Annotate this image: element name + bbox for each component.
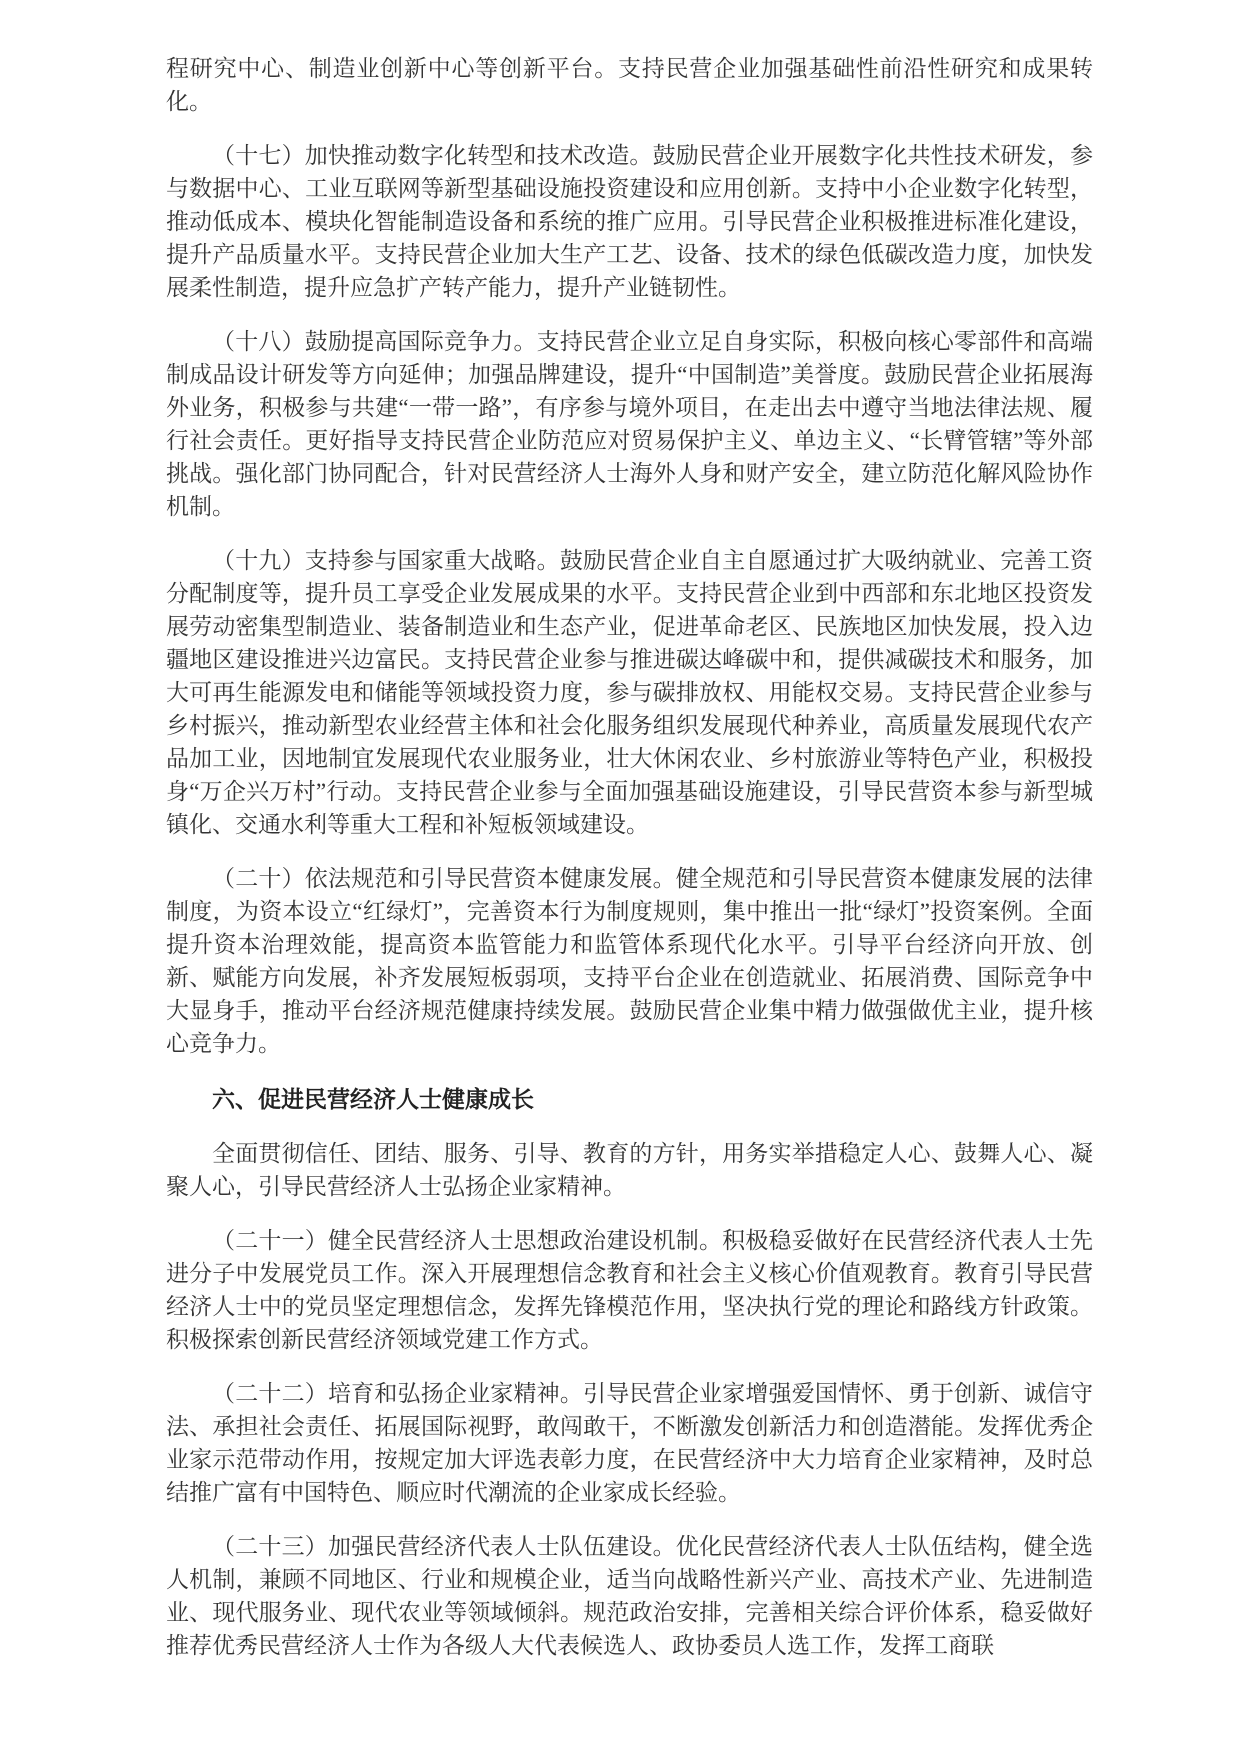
paragraph-item-21: （二十一）健全民营经济人士思想政治建设机制。积极稳妥做好在民营经济代表人士先进分子中发展党员工作。深入开展理想信念教育和社会主义核心价值观教育。教育引导民营经济人士中的党员坚定理想信念，发挥先锋模范作用，坚决执行党的理论和路线方针政策。积极探索创新民营经济领域党建工作方式。 <box>166 1228 1093 1352</box>
paragraph-item-17: （十七）加快推动数字化转型和技术改造。鼓励民营企业开展数字化共性技术研发，参与数据中心、工业互联网等新型基础设施投资建设和应用创新。支持中小企业数字化转型，推动低成本、模块化智能制造设备和系统的推广应用。引导民营企业积极推进标准化建设，提升产品质量水平。支持民营企业加大生产工艺、设备、技术的绿色低碳改造力度，加快发展柔性制造，提升应急扩产转产能力，提升产业链韧性。 <box>166 143 1093 300</box>
paragraph-item-19: （十九）支持参与国家重大战略。鼓励民营企业自主自愿通过扩大吸纳就业、完善工资分配制度等，提升员工享受企业发展成果的水平。支持民营企业到中西部和东北地区投资发展劳动密集型制造业、装备制造业和生态产业，促进革命老区、民族地区加快发展，投入边疆地区建设推进兴边富民。支持民营企业参与推进碳达峰碳中和，提供减碳技术和服务，加大可再生能源发电和储能等领域投资力度，参与碳排放权、用能权交易。支持民营企业参与乡村振兴，推动新型农业经营主体和社会化服务组织发展现代种养业，高质量发展现代农产品加工业，因地制宜发展现代农业服务业，壮大休闲农业、乡村旅游业等特色产业，积极投身“万企兴万村”行动。支持民营企业参与全面加强基础设施建设，引导民营资本参与新型城镇化、交通水利等重大工程和补短板领域建设。 <box>166 548 1093 837</box>
paragraph-continuation: 程研究中心、制造业创新中心等创新平台。支持民营企业加强基础性前沿性研究和成果转化。 <box>166 56 1093 114</box>
paragraph-section-6-intro: 全面贯彻信任、团结、服务、引导、教育的方针，用务实举措稳定人心、鼓舞人心、凝聚人心，引导民营经济人士弘扬企业家精神。 <box>166 1141 1093 1199</box>
paragraph-item-23: （二十三）加强民营经济代表人士队伍建设。优化民营经济代表人士队伍结构，健全选人机制，兼顾不同地区、行业和规模企业，适当向战略性新兴产业、高技术产业、先进制造业、现代服务业、现代农业等领域倾斜。规范政治安排，完善相关综合评价体系，稳妥做好推荐优秀民营经济人士作为各级人大代表候选人、政协委员人选工作，发挥工商联 <box>166 1534 1093 1658</box>
paragraph-item-20: （二十）依法规范和引导民营资本健康发展。健全规范和引导民营资本健康发展的法律制度，为资本设立“红绿灯”，完善资本行为制度规则，集中推出一批“绿灯”投资案例。全面提升资本治理效能，提高资本监管能力和监管体系现代化水平。引导平台经济向开放、创新、赋能方向发展，补齐发展短板弱项，支持平台企业在创造就业、拓展消费、国际竞争中大显身手，推动平台经济规范健康持续发展。鼓励民营企业集中精力做强做优主业，提升核心竞争力。 <box>166 866 1093 1056</box>
section-heading-6: 六、促进民营经济人士健康成长 <box>212 1086 534 1112</box>
paragraph-item-22: （二十二）培育和弘扬企业家精神。引导民营企业家增强爱国情怀、勇于创新、诚信守法、承担社会责任、拓展国际视野，敢闯敢干，不断激发创新活力和创造潜能。发挥优秀企业家示范带动作用，按规定加大评选表彰力度，在民营经济中大力培育企业家精神，及时总结推广富有中国特色、顺应时代潮流的企业家成长经验。 <box>166 1381 1093 1505</box>
paragraph-item-18: （十八）鼓励提高国际竞争力。支持民营企业立足自身实际，积极向核心零部件和高端制成品设计研发等方向延伸；加强品牌建设，提升“中国制造”美誉度。鼓励民营企业拓展海外业务，积极参与共建“一带一路”，有序参与境外项目，在走出去中遵守当地法律法规、履行社会责任。更好指导支持民营企业防范应对贸易保护主义、单边主义、“长臂管辖”等外部挑战。强化部门协同配合，针对民营经济人士海外人身和财产安全，建立防范化解风险协作机制。 <box>166 329 1093 519</box>
